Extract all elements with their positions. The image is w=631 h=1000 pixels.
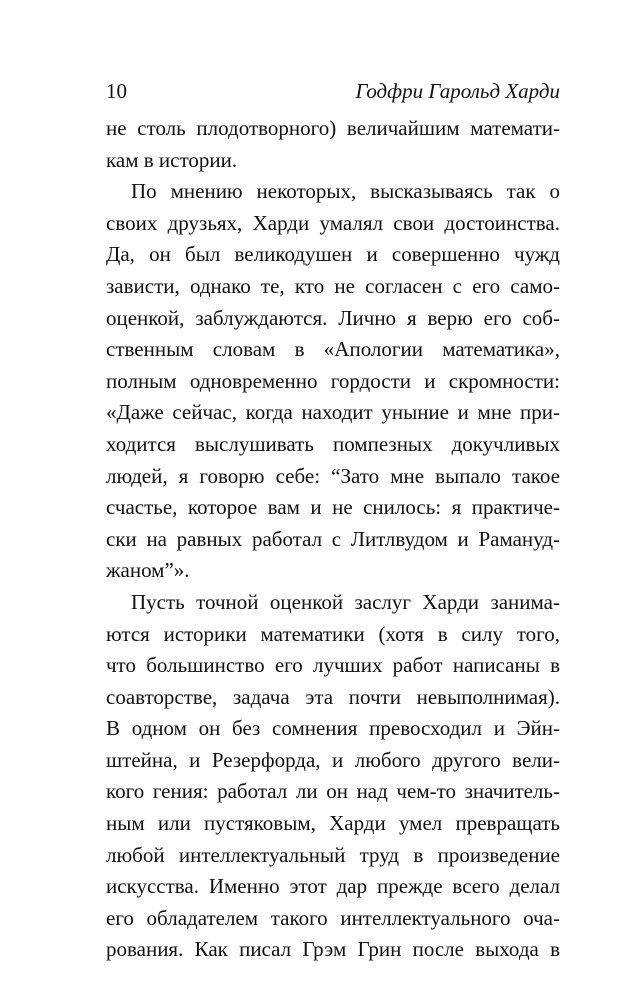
text-line: жаном”».: [106, 558, 190, 583]
text-line: Пусть точной оценкой заслуг Харди занима-: [131, 589, 560, 614]
text-line: что большинство его лучших работ написаны в: [106, 653, 560, 678]
text-line: его обладателем такого интеллектуального оча-: [106, 905, 560, 930]
text-line: оценкой, заблуждаются. Лично я верю его соб-: [106, 305, 560, 330]
text-line: любой интеллектуальный труд в произведение: [106, 842, 560, 867]
text-line: своих друзьях, Харди умалял свои достоинства.: [106, 210, 560, 235]
text-line: счастье, которое вам и не снилось: я практиче-: [106, 495, 560, 520]
page-number: 10: [106, 79, 127, 103]
text-line: штейна, и Резерфорда, и любого другого вели-: [106, 747, 560, 772]
page-header: [106, 76, 560, 106]
text-line: соавторстве, задача эта почти невыполнимая).: [106, 684, 560, 709]
text-line: ски на равных работал с Литлвудом и Рамануд-: [106, 526, 560, 551]
text-line: полным одновременно гордости и скромности:: [106, 368, 560, 393]
text-line: кам в истории.: [106, 147, 238, 172]
text-line: не столь плодотворного) величайшим математи-: [106, 116, 560, 140]
text-line: ственным словам в «Апологии математика»,: [106, 337, 560, 362]
text-line: зависти, однако те, кто не согласен с его само-: [106, 273, 560, 298]
text-line: По мнению некоторых, высказываясь так о: [131, 179, 560, 204]
text-line: ным или пустяковым, Харди умел превращать: [106, 811, 560, 836]
text-line: рования. Как писал Грэм Грин после выхода в: [106, 937, 560, 962]
text-line: Да, он был великодушен и совершенно чужд: [106, 242, 560, 267]
body-text: [106, 113, 560, 966]
text-line: кого гения: работал ли он над чем-то значитель-: [106, 779, 560, 804]
text-line: В одном он без сомнения превосходил и Эйн-: [106, 716, 560, 741]
text-line: искусства. Именно этот дар прежде всего делал: [106, 874, 560, 899]
text-line: «Даже сейчас, когда находит уныние и мне при-: [106, 400, 560, 425]
text-line: ются историки математики (хотя в силу того,: [106, 621, 560, 646]
text-line: людей, я говорю себе: “Зато мне выпало такое: [106, 463, 560, 488]
running-title: Годфри Гарольд Харди: [355, 79, 560, 103]
text-line: ходится выслушивать помпезных докучливых: [106, 431, 560, 456]
